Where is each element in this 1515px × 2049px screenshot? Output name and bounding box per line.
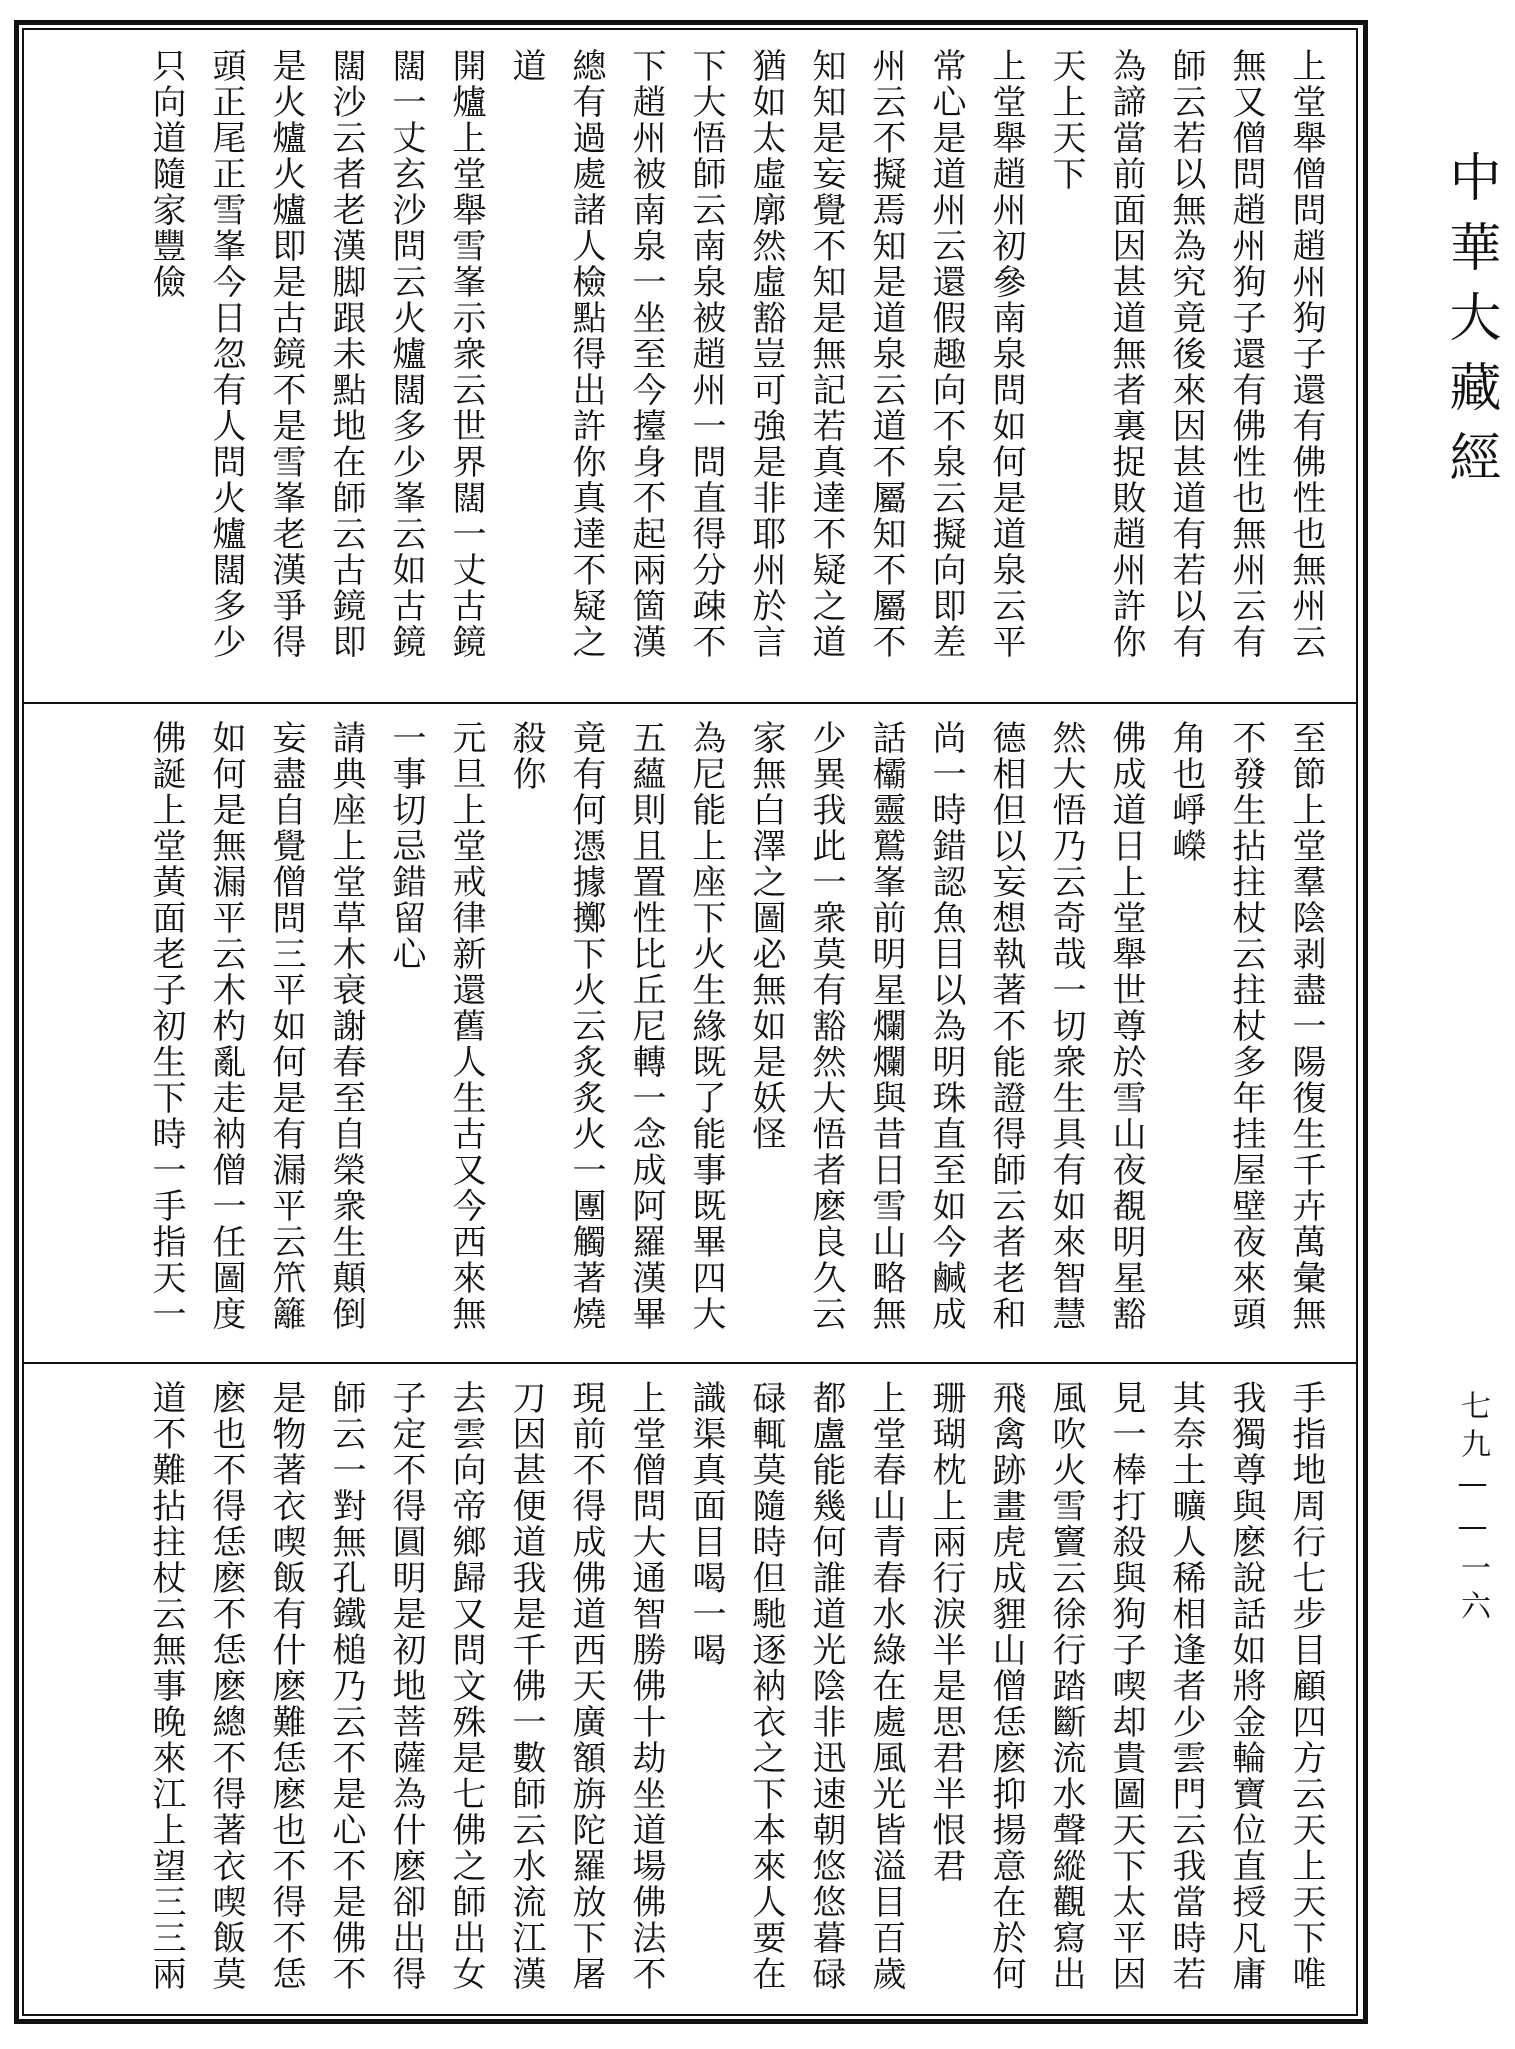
text-column: 州云不擬焉知是道泉云道不屬知不屬不	[866, 48, 906, 660]
text-column: 師云一對無孔鐵槌乃云不是心不是佛不	[326, 1380, 366, 1992]
text-column: 至節上堂羣陰剥盡一陽復生千卉萬彙無	[1286, 720, 1326, 1332]
text-column: 手指地周行七步目顧四方云天上天下唯	[1286, 1380, 1326, 1992]
text-column: 知知是妄覺不知是無記若真達不疑之道	[806, 48, 846, 660]
text-column: 德相但以妄想執著不能證得師云者老和	[986, 720, 1026, 1332]
text-column: 闊一丈玄沙問云火爐闊多少峯云如古鏡	[386, 48, 426, 660]
text-column: 猶如太虛廓然虛豁豈可強是非耶州於言	[746, 48, 786, 660]
text-column: 刀因甚便道我是千佛一數師云水流江漢	[506, 1380, 546, 1992]
text-column: 其奈土曠人稀相逢者少雲門云我當時若	[1166, 1380, 1206, 1992]
text-column: 上堂春山青春水綠在處風光皆溢目百歲	[866, 1380, 906, 1992]
text-column: 殺你	[506, 720, 546, 792]
text-column: 現前不得成佛道西天廣額旃陀羅放下屠	[566, 1380, 606, 1992]
register-divider	[24, 1362, 1356, 1364]
text-column: 佛成道日上堂舉世尊於雪山夜覩明星豁	[1106, 720, 1146, 1332]
text-column: 下趙州被南泉一坐至今擡身不起兩箇漢	[626, 48, 666, 660]
text-column: 角也崢嶸	[1166, 720, 1206, 864]
text-column: 無又僧問趙州狗子還有佛性也無州云有	[1226, 48, 1266, 660]
text-column: 開爐上堂舉雪峯示衆云世界闊一丈古鏡	[446, 48, 486, 660]
collection-title: 中華大藏經	[1440, 150, 1500, 500]
text-column: 碌輒莫隨時但馳逐衲衣之下本來人要在	[746, 1380, 786, 1992]
text-column: 佛誕上堂黃面老子初生下時一手指天一	[146, 720, 186, 1332]
text-column: 見一棒打殺與狗子喫却貴圖天下太平因	[1106, 1380, 1146, 1992]
text-register-middle	[24, 720, 1356, 1350]
text-column: 五蘊則且置性比丘尼轉一念成阿羅漢畢	[626, 720, 666, 1332]
text-column: 是物著衣喫飯有什麽難恁麽也不得不恁	[266, 1380, 306, 1992]
text-register-top	[24, 48, 1356, 688]
text-column: 我獨尊與麽說話如將金輪寶位直授凡庸	[1226, 1380, 1266, 1992]
text-column: 都盧能幾何誰道光陰非迅速朝悠悠暮碌	[806, 1380, 846, 1992]
text-column: 一事切忌錯留心	[386, 720, 426, 972]
text-column: 少異我此一衆莫有豁然大悟者麽良久云	[806, 720, 846, 1332]
text-column: 尚一時錯認魚目以為明珠直至如今鹹成	[926, 720, 966, 1332]
text-column: 然大悟乃云奇哉一切衆生具有如來智慧	[1046, 720, 1086, 1332]
text-column: 飛禽跡畫虎成貍山僧恁麽抑揚意在於何	[986, 1380, 1026, 1992]
text-column: 上堂舉僧問趙州狗子還有佛性也無州云	[1286, 48, 1326, 660]
text-column: 闊沙云者老漢脚跟未點地在師云古鏡即	[326, 48, 366, 660]
text-column: 上堂舉趙州初參南泉問如何是道泉云平	[986, 48, 1026, 660]
text-column: 話欛靈鷲峯前明星爛爛與昔日雪山略無	[866, 720, 906, 1332]
text-column: 子定不得圓明是初地菩薩為什麽卻出得	[386, 1380, 426, 1992]
text-register-bottom	[24, 1380, 1356, 2000]
text-column: 為尼能上座下火生緣既了能事既畢四大	[686, 720, 726, 1332]
text-column: 去雲向帝鄉歸又問文殊是七佛之師出女	[446, 1380, 486, 1992]
text-column: 不發生拈拄杖云拄杖多年挂屋壁夜來頭	[1226, 720, 1266, 1332]
text-column: 風吹火雪竇云徐行踏斷流水聲縱觀寫出	[1046, 1380, 1086, 1992]
text-column: 下大悟師云南泉被趙州一問直得分疎不	[686, 48, 726, 660]
text-column: 為諦當前面因甚道無者裏捉敗趙州許你	[1106, 48, 1146, 660]
text-column: 總有過處諸人檢點得出許你真達不疑之	[566, 48, 606, 660]
text-column: 妄盡自覺僧問三平如何是有漏平云笊籬	[266, 720, 306, 1332]
text-column: 上堂僧問大通智勝佛十劫坐道場佛法不	[626, 1380, 666, 1992]
text-column: 麽也不得恁麽不恁麽總不得著衣喫飯莫	[206, 1380, 246, 1992]
text-column: 竟有何憑據擲下火云炙炙火一團觸著燒	[566, 720, 606, 1332]
page-number: 七九——一六	[1455, 1390, 1490, 1628]
text-column: 道	[506, 48, 546, 84]
text-column: 元旦上堂戒律新還舊人生古又今西來無	[446, 720, 486, 1332]
text-column: 師云若以無為究竟後來因甚道有若以有	[1166, 48, 1206, 660]
text-column: 珊瑚枕上兩行淚半是思君半恨君	[926, 1380, 966, 1884]
text-column: 常心是道州云還假趣向不泉云擬向即差	[926, 48, 966, 660]
text-column: 家無白澤之圖必無如是妖怪	[746, 720, 786, 1152]
text-column: 請典座上堂草木衰謝春至自榮衆生顛倒	[326, 720, 366, 1332]
text-column: 如何是無漏平云木杓亂走衲僧一任圖度	[206, 720, 246, 1332]
text-column: 天上天下	[1046, 48, 1086, 192]
text-column: 道不難拈拄杖云無事晚來江上望三三兩	[146, 1380, 186, 1992]
text-column: 識渠真面目喝一喝	[686, 1380, 726, 1668]
text-column: 只向道隨家豐儉	[146, 48, 186, 300]
text-column: 頭正尾正雪峯今日忽有人問火爐闊多少	[206, 48, 246, 660]
text-column: 是火爐火爐即是古鏡不是雪峯老漢爭得	[266, 48, 306, 660]
register-divider	[24, 702, 1356, 704]
